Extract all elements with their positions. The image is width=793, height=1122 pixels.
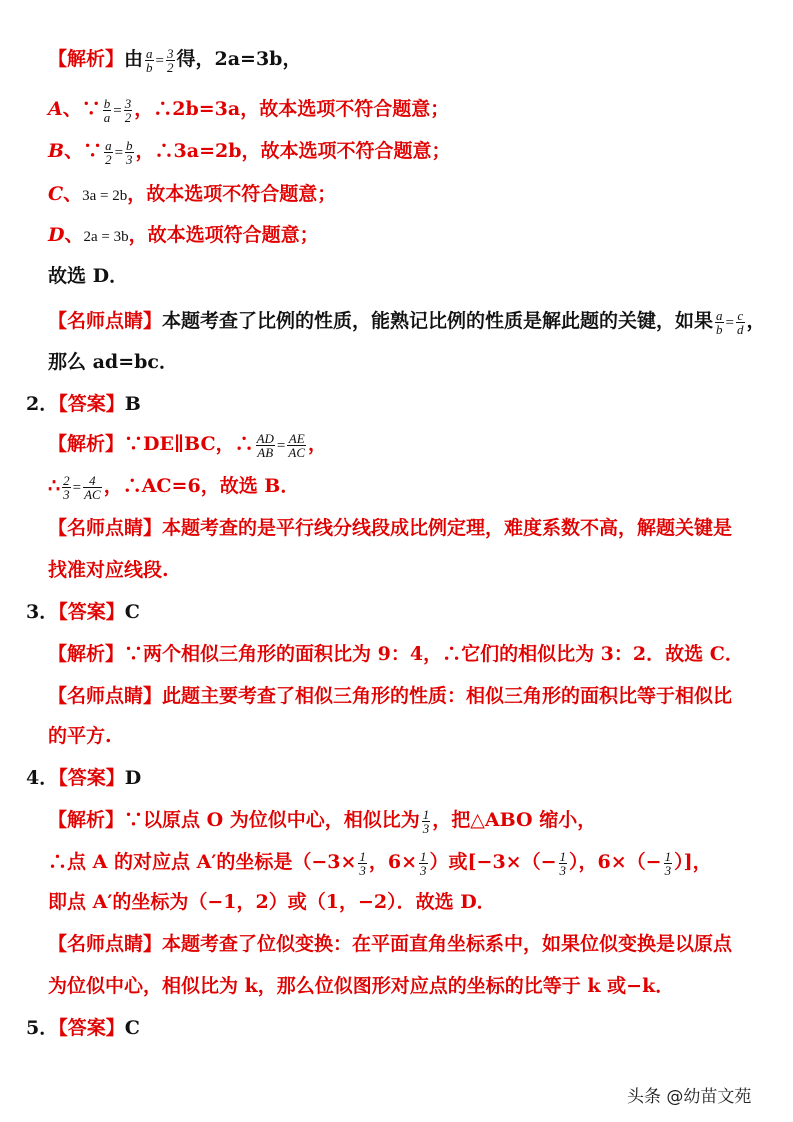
- text: ∵以原点 O 为位似中心，相似比为: [124, 809, 420, 831]
- text: 得，2a=3b，: [176, 48, 302, 70]
- option-label: D: [48, 224, 65, 246]
- text: ，: [308, 433, 328, 455]
- option-d-line: [48, 222, 319, 250]
- equals-sign: =: [276, 438, 286, 454]
- fraction: $\frac{4}{AC}$: [84, 472, 101, 502]
- answer-tag: 【答案】: [58, 393, 125, 415]
- answer-tag: 【答案】: [58, 767, 125, 789]
- text: 本题考查了比例的性质，能熟记比例的性质是解此题的关键，如果: [162, 310, 714, 332]
- question-number: 5．: [26, 1017, 59, 1039]
- fraction: $\frac{2}{3}$: [63, 472, 70, 502]
- teacher-note-line-1: [48, 515, 732, 541]
- fraction-3-over-2: $\frac{3}{2}$: [167, 45, 174, 75]
- analysis-line: 即点 A′的坐标为（−1，2）或（1，−2）．故选 D．: [48, 891, 496, 913]
- text: ∴点 A 的对应点 A′的坐标是（−3×: [48, 851, 357, 873]
- teacher-note-line-1: [48, 683, 732, 709]
- teacher-note-tag: 【名师点睛】: [48, 517, 163, 539]
- text: ∵DE∥BC，∴: [124, 433, 254, 455]
- teacher-note-tag: 【名师点睛】: [48, 310, 163, 332]
- fraction: $\frac{a}{b}$: [716, 307, 723, 337]
- teacher-note-line-2: 那么 ad=bc．: [48, 351, 178, 373]
- teacher-note-line-2: 的平方.: [48, 725, 112, 747]
- answer-tag: 【答案】: [58, 601, 125, 623]
- option-label: C: [48, 183, 64, 205]
- equals-sign: =: [113, 103, 122, 119]
- text: ，6×: [368, 851, 418, 873]
- fraction: $\frac{AE}{AC}$: [288, 430, 306, 460]
- teacher-note-line-2: 找准对应线段.: [48, 559, 169, 581]
- text: ，∴2b=3a，故本选项不符合题意；: [134, 98, 450, 120]
- text: ，把△ABO 缩小，: [432, 809, 597, 831]
- answer-value: D: [124, 767, 142, 789]
- watermark-text: 头条 @幼苗文苑: [627, 1087, 752, 1107]
- fraction: $\frac{a}{2}$: [105, 137, 112, 167]
- analysis-line: [48, 849, 712, 877]
- question-number: 4．: [26, 767, 59, 789]
- analysis-tag: 【解析】: [48, 48, 125, 70]
- because-symbol: 、∵: [64, 140, 103, 162]
- option-b-line: [48, 138, 451, 166]
- question-2-answer: [26, 391, 141, 417]
- question-3-answer: [26, 599, 140, 625]
- fraction: $\frac{1}{3}$: [559, 848, 567, 878]
- analysis-tag: 【解析】: [48, 643, 125, 665]
- text: 此题主要考查了相似三角形的性质：相似三角形的面积比等于相似比: [162, 685, 733, 707]
- separator: 、: [63, 183, 83, 205]
- option-label: B: [48, 140, 65, 162]
- equals-sign: =: [72, 480, 82, 496]
- text: ∵两个相似三角形的面积比为 9：4，∴它们的相似比为 3：2．故选 C．: [124, 643, 744, 665]
- fraction-a-over-b: $\frac{a}{b}$: [146, 45, 153, 75]
- answer-value: C: [124, 1017, 140, 1039]
- fraction: $\frac{b}{3}$: [126, 137, 133, 167]
- question-number: 3．: [26, 601, 59, 623]
- text: ，故本选项不符合题意；: [127, 183, 337, 205]
- equation: 3a = 2b: [82, 188, 128, 204]
- equals-sign: =: [114, 145, 124, 161]
- answer-tag: 【答案】: [58, 1017, 125, 1039]
- text: ）或[−3×（−: [429, 851, 557, 873]
- teacher-note-tag: 【名师点睛】: [48, 933, 163, 955]
- teacher-note-line-1: [48, 308, 766, 336]
- option-label: A: [48, 98, 63, 120]
- because-symbol: 、∵: [62, 98, 101, 120]
- separator: 、: [64, 224, 84, 246]
- answer-value: B: [124, 393, 141, 415]
- analysis-line: [48, 473, 299, 501]
- fraction: $\frac{b}{a}$: [103, 95, 111, 125]
- option-a-line: [48, 96, 449, 124]
- text: 本题考查的是平行线分线段成比例定理，难度系数不高，解题关键是: [162, 517, 733, 539]
- text: ∴: [48, 475, 61, 497]
- analysis-line: [48, 807, 596, 835]
- text: ）]，: [674, 851, 712, 873]
- fraction: $\frac{AD}{AB}$: [256, 430, 274, 460]
- question-4-answer: [26, 765, 141, 791]
- fraction: $\frac{1}{3}$: [422, 806, 430, 836]
- equation: 2a = 3b: [83, 229, 129, 245]
- fraction: $\frac{1}{3}$: [420, 848, 427, 878]
- text: ），6×（−: [569, 851, 662, 873]
- equals-sign: =: [725, 315, 734, 331]
- text: ，∴3a=2b，故本选项不符合题意；: [135, 140, 451, 162]
- analysis-line: [48, 641, 744, 667]
- text: ，: [746, 310, 766, 332]
- fraction: $\frac{1}{3}$: [664, 848, 672, 878]
- analysis-line: [48, 431, 327, 459]
- question-5-answer: [26, 1015, 140, 1041]
- equals-sign: =: [155, 53, 164, 69]
- fraction: $\frac{3}{2}$: [124, 95, 132, 125]
- teacher-note-line-1: [48, 931, 732, 957]
- analysis-line-1: [48, 46, 301, 74]
- fraction: $\frac{1}{3}$: [359, 848, 366, 878]
- answer-value: C: [124, 601, 140, 623]
- text: ，故本选项符合题意；: [128, 224, 319, 246]
- answer-choice-line: 故选 D．: [48, 265, 129, 287]
- option-c-line: [48, 181, 336, 209]
- text: 由: [124, 48, 144, 70]
- analysis-tag: 【解析】: [48, 433, 125, 455]
- fraction: $\frac{c}{d}$: [737, 307, 744, 337]
- analysis-tag: 【解析】: [48, 809, 125, 831]
- text: ，∴AC=6，故选 B．: [103, 475, 300, 497]
- teacher-note-line-2: 为位似中心，相似比为 k，那么位似图形对应点的坐标的比等于 k 或−k．: [48, 975, 675, 997]
- question-number: 2．: [26, 393, 59, 415]
- text: 本题考查了位似变换：在平面直角坐标系中，如果位似变换是以原点: [162, 933, 733, 955]
- teacher-note-tag: 【名师点睛】: [48, 685, 163, 707]
